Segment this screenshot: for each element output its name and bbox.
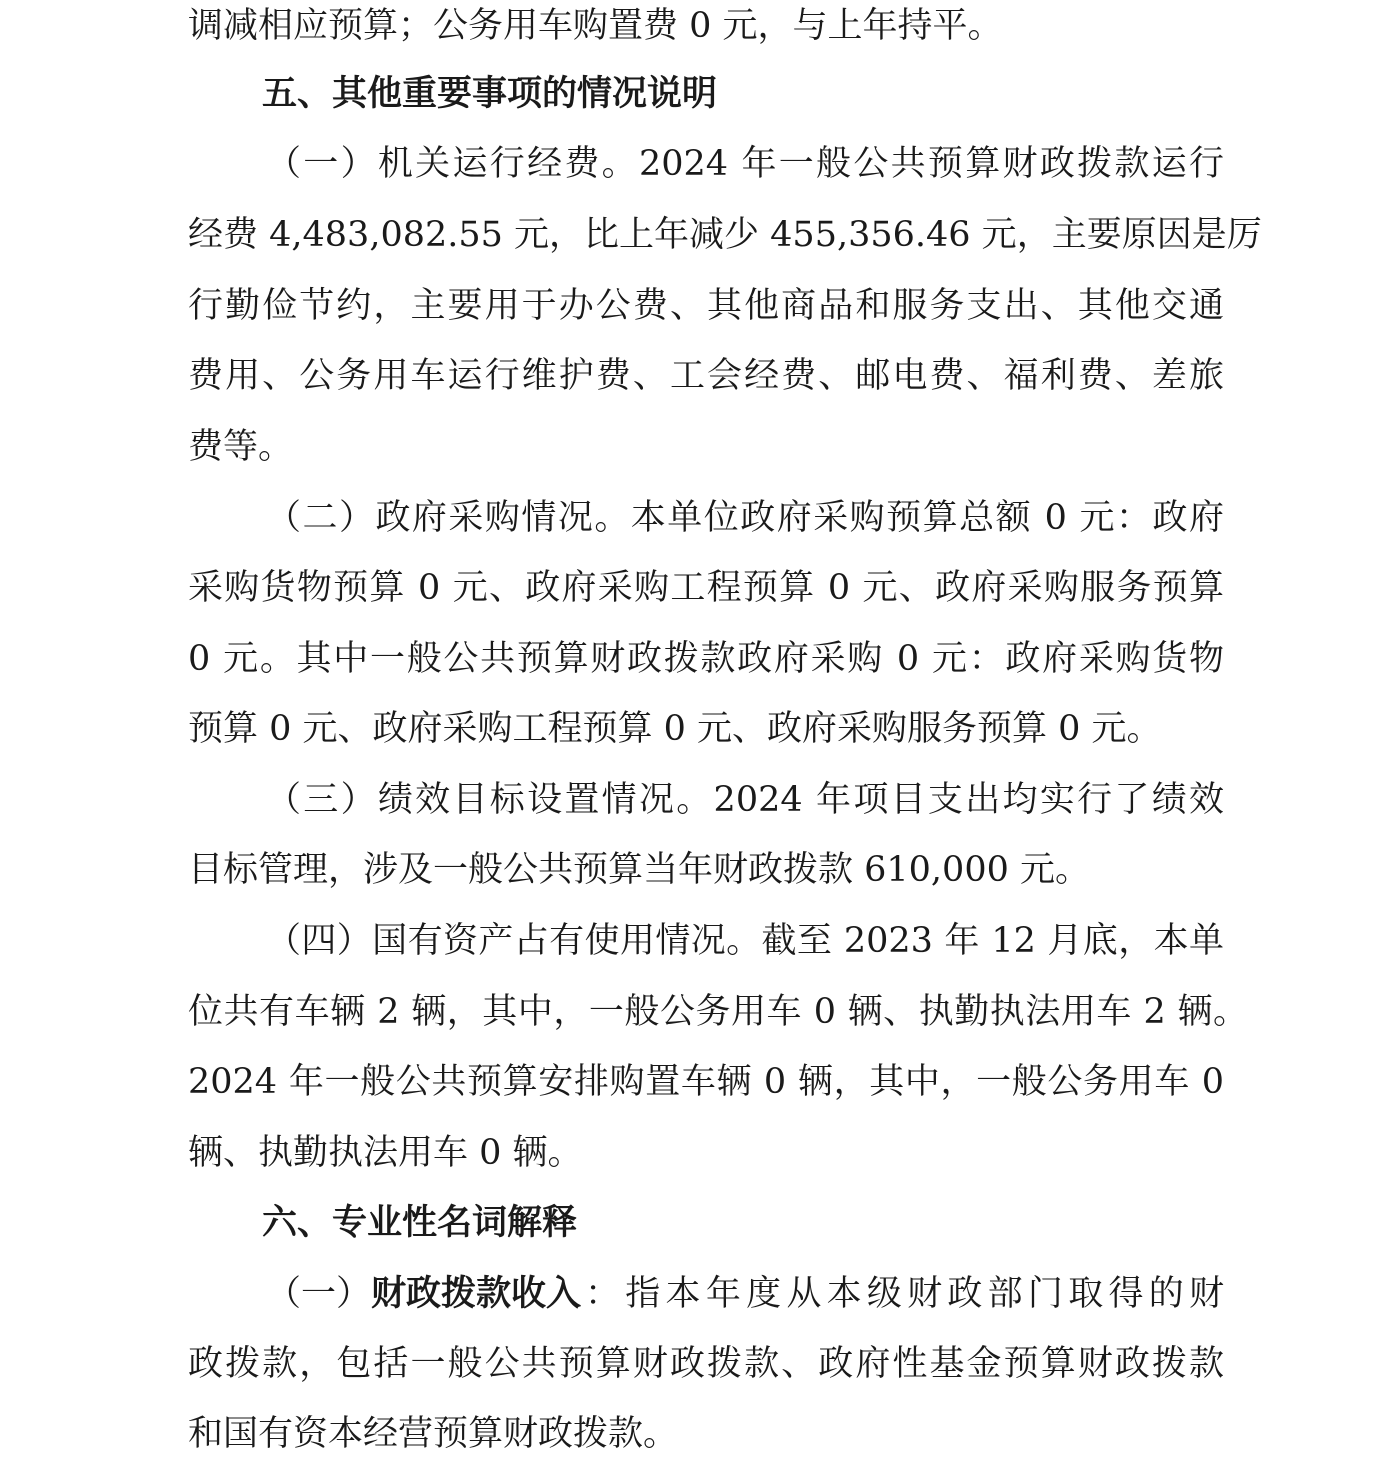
paragraph-line: 采购货物预算 0 元、政府采购工程预算 0 元、政府采购服务预算	[188, 568, 1224, 608]
paragraph-line: （二）政府采购情况。本单位政府采购预算总额 0 元：政府	[266, 498, 1224, 538]
paragraph-line: （四）国有资产占有使用情况。截至 2023 年 12 月底，本单	[266, 921, 1224, 961]
paragraph-line: 行勤俭节约，主要用于办公费、其他商品和服务支出、其他交通	[188, 286, 1224, 326]
paragraph-line: 费用、公务用车运行维护费、工会经费、邮电费、福利费、差旅	[188, 356, 1224, 396]
paragraph-line: 辆、执勤执法用车 0 辆。	[188, 1133, 583, 1173]
paragraph-line: 费等。	[188, 427, 294, 467]
paragraph-line: 经费 4,483,082.55 元，比上年减少 455,356.46 元，主要原因是厉	[188, 215, 1262, 255]
term-name: 财政拨款收入	[371, 1274, 582, 1314]
paragraph-line: 2024 年一般公共预算安排购置车辆 0 辆，其中，一般公务用车 0	[188, 1062, 1224, 1102]
paragraph-line: （三）绩效目标设置情况。2024 年项目支出均实行了绩效	[266, 780, 1224, 820]
paragraph-line: 0 元。其中一般公共预算财政拨款政府采购 0 元：政府采购货物	[188, 639, 1224, 679]
paragraph-line: 和国有资本经营预算财政拨款。	[188, 1414, 679, 1454]
paragraph-line: （一）机关运行经费。2024 年一般公共预算财政拨款运行	[266, 144, 1224, 184]
paragraph-line: 预算 0 元、政府采购工程预算 0 元、政府采购服务预算 0 元。	[188, 709, 1162, 749]
paragraph-line: 位共有车辆 2 辆，其中，一般公务用车 0 辆、执勤执法用车 2 辆。	[188, 992, 1248, 1032]
term-definition-start: ：指本年度从本级财政部门取得的财	[585, 1274, 1224, 1314]
section-heading-5: 五、其他重要事项的情况说明	[262, 74, 718, 114]
term-number: （一）	[266, 1274, 372, 1314]
paragraph-line: 调减相应预算；公务用车购置费 0 元，与上年持平。	[188, 6, 1003, 46]
term-definition-line	[266, 1266, 1224, 1322]
section-heading-6: 六、专业性名词解释	[262, 1203, 578, 1243]
paragraph-line: 政拨款，包括一般公共预算财政拨款、政府性基金预算财政拨款	[188, 1344, 1224, 1384]
paragraph-line: 目标管理，涉及一般公共预算当年财政拨款 610,000 元。	[188, 850, 1090, 890]
